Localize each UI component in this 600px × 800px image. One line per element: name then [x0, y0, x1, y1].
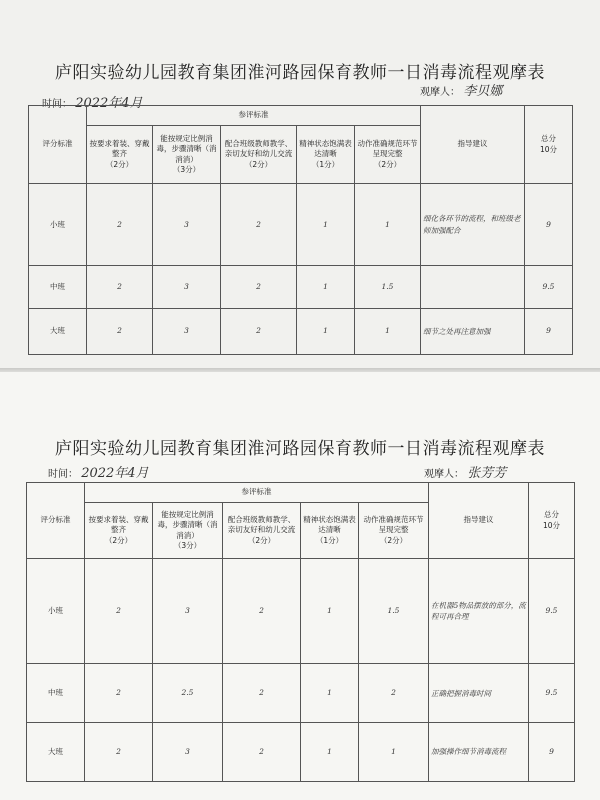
- suggestion-cell: 细化各环节的流程，和班级老师加强配合: [421, 184, 525, 266]
- score-cell: 2: [87, 184, 153, 266]
- total-header: 总分 10分: [529, 483, 575, 559]
- criterion-cooperation: 配合班级教师教学、亲切友好和幼儿交流 （2分）: [223, 503, 301, 559]
- score-cell: 1: [301, 723, 359, 782]
- form-title: 庐阳实验幼儿园教育集团淮河路园保育教师一日消毒流程观摩表: [55, 439, 545, 459]
- score-cell: 1: [297, 308, 355, 354]
- class-name: 小班: [27, 559, 85, 664]
- time-value: 2022年4月: [75, 96, 143, 111]
- score-cell: 1.5: [355, 266, 421, 308]
- class-name: 大班: [29, 308, 87, 354]
- score-cell: 3: [153, 723, 223, 782]
- score-cell: 2: [223, 723, 301, 782]
- score-table: [26, 482, 575, 782]
- time-label: 时间：: [48, 469, 78, 480]
- score-cell: 2: [221, 308, 297, 354]
- criterion-action: 动作准确规范环节呈现完整 （2分）: [355, 126, 421, 184]
- suggestion-header: 指导建议: [421, 106, 525, 184]
- table-row: [27, 559, 575, 664]
- score-cell: 3: [153, 184, 221, 266]
- total-cell: 9: [525, 308, 573, 354]
- score-cell: 1: [301, 559, 359, 664]
- total-header: 总分 10分: [525, 106, 573, 184]
- score-cell: 1: [355, 308, 421, 354]
- observer-field: [420, 80, 502, 99]
- total-cell: 9: [525, 184, 573, 266]
- score-cell: 2.5: [153, 664, 223, 723]
- suggestion-cell: [421, 266, 525, 308]
- score-cell: 1.5: [359, 559, 429, 664]
- total-cell: 9.5: [529, 559, 575, 664]
- suggestion-cell: 在机器5物品摆放的部分，流程可再合理: [429, 559, 529, 664]
- observation-form-1: [0, 0, 600, 370]
- criterion-attire: 按要求着装、穿戴整齐 （2分）: [87, 126, 153, 184]
- table-row: [29, 308, 573, 354]
- total-cell: 9: [529, 723, 575, 782]
- score-cell: 1: [297, 184, 355, 266]
- score-cell: 2: [359, 664, 429, 723]
- score-cell: 2: [223, 664, 301, 723]
- form-title: 庐阳实验幼儿园教育集团淮河路园保育教师一日消毒流程观摩表: [55, 63, 545, 83]
- criterion-ratio: 能按规定比例消毒，步骤清晰（消消消） （3分）: [153, 503, 223, 559]
- score-cell: 1: [301, 664, 359, 723]
- score-cell: 2: [87, 266, 153, 308]
- score-cell: 2: [223, 559, 301, 664]
- time-field: [48, 462, 149, 481]
- criterion-attire: 按要求着装、穿戴整齐 （2分）: [85, 503, 153, 559]
- score-cell: 1: [359, 723, 429, 782]
- suggestion-header: 指导建议: [429, 483, 529, 559]
- suggestion-cell: 正确把握消毒时间: [429, 664, 529, 723]
- class-name: 小班: [29, 184, 87, 266]
- criterion-ratio: 能按规定比例消毒，步骤清晰（消消消） （3分）: [153, 126, 221, 184]
- criterion-cooperation: 配合班级教师教学、亲切友好和幼儿交流 （2分）: [221, 126, 297, 184]
- criterion-spirit: 精神状态饱满表达清晰 （1分）: [301, 503, 359, 559]
- score-cell: 2: [85, 664, 153, 723]
- table-row: [29, 184, 573, 266]
- total-cell: 9.5: [529, 664, 575, 723]
- score-cell: 1: [297, 266, 355, 308]
- score-cell: 3: [153, 266, 221, 308]
- observation-form-2: [0, 372, 600, 800]
- score-cell: 2: [85, 559, 153, 664]
- score-cell: 3: [153, 308, 221, 354]
- row-header: 评分标准: [29, 106, 87, 184]
- table-row: [27, 664, 575, 723]
- row-header: 评分标准: [27, 483, 85, 559]
- time-value: 2022年4月: [81, 466, 149, 481]
- score-table: [28, 105, 573, 355]
- observer-label: 观摩人：: [420, 87, 460, 98]
- score-cell: 2: [87, 308, 153, 354]
- score-cell: 2: [85, 723, 153, 782]
- criteria-header: 参评标准: [87, 106, 421, 126]
- criterion-spirit: 精神状态饱满表达清晰 （1分）: [297, 126, 355, 184]
- score-cell: 2: [221, 184, 297, 266]
- class-name: 中班: [29, 266, 87, 308]
- observer-label: 观摩人：: [424, 469, 464, 480]
- table-row: [29, 266, 573, 308]
- suggestion-cell: 加强操作细节消毒流程: [429, 723, 529, 782]
- table-row: [27, 723, 575, 782]
- observer-value: 李贝娜: [463, 84, 503, 99]
- class-name: 大班: [27, 723, 85, 782]
- time-label: 时间：: [42, 99, 72, 110]
- criterion-action: 动作准确规范环节呈现完整 （2分）: [359, 503, 429, 559]
- score-cell: 1: [355, 184, 421, 266]
- observer-value: 张芳芳: [467, 466, 507, 481]
- observer-field: [424, 462, 506, 481]
- criteria-header: 参评标准: [85, 483, 429, 503]
- score-cell: 3: [153, 559, 223, 664]
- suggestion-cell: 细节之处再注意加强: [421, 308, 525, 354]
- class-name: 中班: [27, 664, 85, 723]
- total-cell: 9.5: [525, 266, 573, 308]
- score-cell: 2: [221, 266, 297, 308]
